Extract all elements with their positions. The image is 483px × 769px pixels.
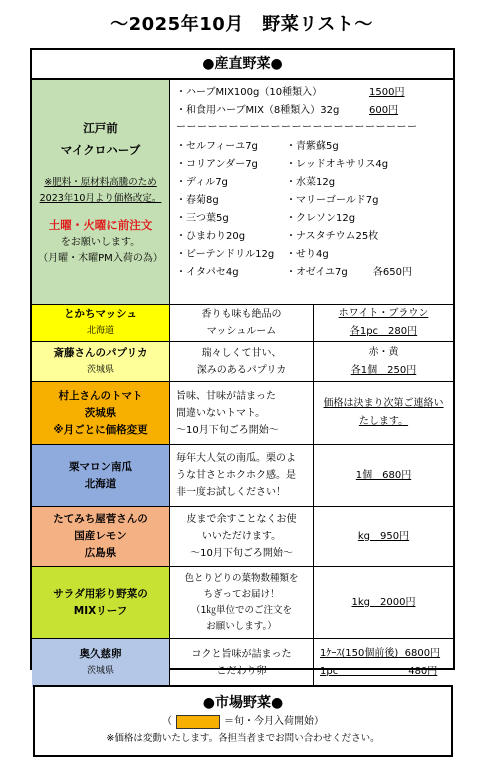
price-line: kg 950円 xyxy=(357,530,410,542)
product-name-cell xyxy=(32,382,170,444)
product-desc xyxy=(170,342,314,381)
product-origin: 茨城県 xyxy=(86,364,114,375)
product-origin: 北海道 xyxy=(86,326,114,336)
legend-open-paren: （ xyxy=(162,716,172,727)
herb-item: ・青紫蘇5g xyxy=(286,141,339,152)
desc-line: 皮まで余すことなくお使 xyxy=(186,514,297,525)
product-row xyxy=(32,382,453,445)
product-desc xyxy=(170,507,314,566)
microherb-name-cell xyxy=(32,80,170,304)
desc-line: こだわり卵 xyxy=(216,666,267,677)
product-desc xyxy=(170,567,314,638)
product-price xyxy=(314,305,453,341)
product-name: 斎藤さんのパプリカ xyxy=(53,346,148,359)
herb-grid xyxy=(176,138,447,282)
product-row xyxy=(32,445,453,507)
product-origin: 広島県 xyxy=(84,547,117,559)
price-revision-note-2: 2023年10月より価格改定。 xyxy=(39,193,162,204)
product-name: サラダ用彩り野菜の xyxy=(53,587,148,600)
microherb-row xyxy=(32,80,453,305)
microherb-name-line2: マイクロハーブ xyxy=(60,143,141,157)
product-row xyxy=(32,639,453,687)
herb-item: ・マリーゴールド7g xyxy=(286,195,379,206)
desc-line: マッシュルーム xyxy=(206,326,277,337)
mix-item-price: 1500円 xyxy=(369,87,405,98)
season-legend xyxy=(35,713,451,731)
herb-item-name: ・オゼイユ7g xyxy=(286,267,348,278)
product-name-2: MIXリーフ xyxy=(73,604,128,617)
desc-line: ちぎってお届け！ xyxy=(203,588,280,600)
product-name: 栗マロン南瓜 xyxy=(69,460,132,473)
mix-item-name: ・ハーブMIX100g（10種類入） xyxy=(176,87,323,98)
product-price xyxy=(314,445,453,506)
desc-line: 間違いないトマト。 xyxy=(176,407,266,419)
price-line: 各1個 250円 xyxy=(350,364,417,376)
product-note: ※月ごとに価格変更 xyxy=(53,423,148,436)
price-change-note: ※価格は変動いたします。各担当者までお問い合わせください。 xyxy=(106,733,380,744)
mix-item xyxy=(176,102,447,120)
product-row xyxy=(32,305,453,342)
desc-line: いいただけます。 xyxy=(201,531,282,542)
product-origin: 北海道 xyxy=(84,477,117,490)
price-line: 各1pc 280円 xyxy=(349,326,418,337)
order-notice: 土曜・火曜に前注文 xyxy=(48,218,153,232)
herb-item: ・セルフィーユ7g xyxy=(176,141,258,152)
desc-line: うな甘さとホクホク感。是 xyxy=(176,470,296,481)
product-name: たてみち屋菅さんの xyxy=(53,513,148,525)
product-name-cell xyxy=(32,305,170,341)
desc-line: 毎年大人気の南瓜。栗のよ xyxy=(176,453,296,464)
product-row xyxy=(32,342,453,382)
price-line: 価格は決まり次第ご連絡い xyxy=(323,398,444,409)
product-name-cell xyxy=(32,445,170,506)
desc-line: 瑞々しくて甘い、 xyxy=(201,347,282,359)
price-line: たします。 xyxy=(358,416,409,427)
product-desc xyxy=(170,639,314,687)
market-vegetables-box xyxy=(33,685,453,757)
mix-item-price: 600円 xyxy=(369,105,399,116)
product-desc xyxy=(170,305,314,341)
product-price xyxy=(314,639,453,687)
price-line: ホワイト・ブラウン xyxy=(338,308,429,319)
market-header: ●市場野菜● xyxy=(202,695,284,711)
desc-line: ～10月下旬ごろ開始～ xyxy=(176,424,279,436)
direct-vegetables-table xyxy=(30,48,455,677)
desc-line: 深みのあるパプリカ xyxy=(196,364,287,376)
microherb-name-line1: 江戸前 xyxy=(83,121,118,135)
divider-dashes: ーーーーーーーーーーーーーーーーーーーーーーー xyxy=(176,122,418,133)
product-name-cell xyxy=(32,567,170,638)
product-name-cell xyxy=(32,342,170,381)
price-line: 1pc 480円 xyxy=(320,666,438,677)
season-swatch xyxy=(176,715,220,729)
desc-line: 色とりどりの葉物数種類を xyxy=(184,572,299,584)
product-name: とかちマッシュ xyxy=(64,308,137,320)
mix-item-name: ・和食用ハーブMIX（8種類入）32g xyxy=(176,105,340,116)
product-name: 村上さんのトマト xyxy=(58,389,143,402)
desc-line: コクと旨味が詰まった xyxy=(191,649,292,660)
section-header: ●産直野菜● xyxy=(32,50,453,80)
microherb-list xyxy=(170,80,453,304)
desc-line: 香りも味も絶品の xyxy=(201,309,282,320)
herb-item: ・イタパセ4g xyxy=(176,267,239,278)
price-line: 1kg 2000円 xyxy=(351,596,416,608)
product-name-cell xyxy=(32,507,170,566)
order-request: をお願いします。 xyxy=(60,237,141,248)
page-title: ～2025年10月 野菜リスト～ xyxy=(110,14,373,35)
herb-item xyxy=(286,264,447,282)
herb-item: ・水菜12g xyxy=(286,177,336,188)
product-price xyxy=(314,567,453,638)
product-row xyxy=(32,567,453,639)
price-line: 1個 680円 xyxy=(355,469,412,481)
herb-item: ・せり4g xyxy=(286,249,329,260)
legend-text: ＝旬・今月入荷開始） xyxy=(224,716,324,727)
product-price xyxy=(314,342,453,381)
product-price xyxy=(314,382,453,444)
product-name: 奥久慈卵 xyxy=(79,648,122,660)
product-origin: 茨城県 xyxy=(86,666,114,676)
product-desc xyxy=(170,382,314,444)
herb-item: ・ビーテンドリル12g xyxy=(176,249,275,260)
product-name-2: 国産レモン xyxy=(74,530,127,542)
product-desc xyxy=(170,445,314,506)
order-reason: （月曜・木曜PM入荷の為） xyxy=(38,253,163,264)
desc-line: 旨味、甘味が詰まった xyxy=(176,390,276,402)
mix-item xyxy=(176,84,447,102)
herb-each-price: 各650円 xyxy=(372,267,412,278)
price-line: 1ｹｰｽ(150個前後) 6800円 xyxy=(320,648,441,659)
herb-item: ・春菊8g xyxy=(176,195,219,206)
price-revision-note-1: ※肥料・原材料高騰のため xyxy=(44,177,157,188)
herb-item: ・クレソン12g xyxy=(286,213,356,224)
product-origin: 茨城県 xyxy=(84,406,117,419)
desc-line: ～10月下旬ごろ開始～ xyxy=(190,548,293,559)
herb-item: ・三つ葉5g xyxy=(176,213,229,224)
herb-item: ・ナスタチウム25枚 xyxy=(286,231,379,242)
desc-line: （1㎏単位でのご注文を xyxy=(190,604,293,616)
herb-item: ・レッドオキサリス4g xyxy=(286,159,389,170)
desc-line: 非一度お試しください！ xyxy=(176,487,286,498)
product-name-cell xyxy=(32,639,170,687)
price-line: 赤・黄 xyxy=(368,346,399,358)
product-row xyxy=(32,507,453,567)
herb-item: ・ディル7g xyxy=(176,177,228,188)
product-price xyxy=(314,507,453,566)
herb-item: ・コリアンダー7g xyxy=(176,159,258,170)
herb-item: ・ひまわり20g xyxy=(176,231,246,242)
desc-line: お願いします。） xyxy=(206,620,277,632)
